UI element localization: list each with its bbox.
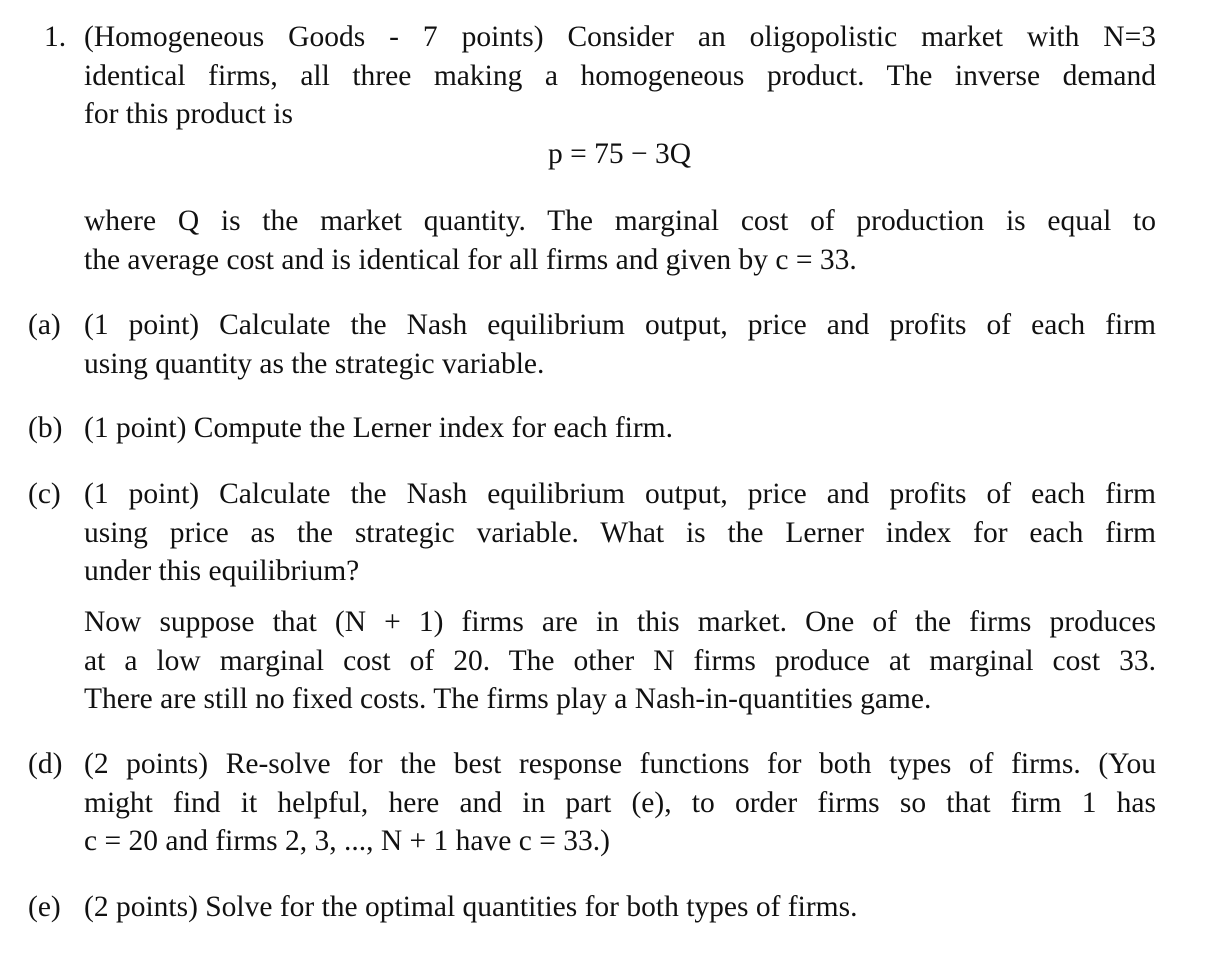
part-c-label: (c) — [28, 478, 61, 510]
part-d-line: might find it helpful, here and in part (e), to order firms so that firm 1 has — [84, 786, 1156, 819]
part-e-text — [84, 888, 1156, 927]
part-a-label: (a) — [28, 309, 61, 341]
part-c-text — [84, 475, 1156, 591]
part-c-line: under this equilibrium? — [84, 555, 360, 587]
part-b-label: (b) — [28, 412, 63, 444]
part-d-line: (2 points) Re-solve for the best response functions for both types of firms. (You — [84, 748, 1156, 780]
part-b-text — [84, 409, 1156, 448]
intro-line: (Homogeneous Goods - 7 points) Consider an oligopolistic market with N=3 — [84, 21, 1156, 53]
problem-number: 1. — [44, 21, 67, 53]
intro-line: identical firms, all three making a homogeneous product. The inverse demand — [84, 59, 1156, 92]
part-e-line: (2 points) Solve for the optimal quantities for both types of firms. — [84, 891, 858, 923]
scenario-line: Now suppose that (N + 1) firms are in this market. One of the firms produces — [84, 606, 1156, 638]
part-a-line: using quantity as the strategic variable. — [84, 347, 545, 380]
part-a-text — [84, 306, 1156, 383]
part-a-line: (1 point) Calculate the Nash equilibrium output, price and profits of each firm — [84, 309, 1156, 341]
scenario-paragraph — [84, 603, 1156, 719]
problem-intro — [84, 18, 1156, 134]
scenario-line: There are still no fixed costs. The firms play a Nash-in-quantities game. — [84, 683, 932, 715]
problem-after-equation — [84, 202, 1156, 279]
part-b-line: (1 point) Compute the Lerner index for each firm. — [84, 412, 673, 444]
part-e-label: (e) — [28, 891, 61, 923]
part-c-line: (1 point) Calculate the Nash equilibrium output, price and profits of each firm — [84, 478, 1156, 510]
demand-equation: p = 75 − 3Q — [547, 138, 692, 170]
part-d-text — [84, 745, 1156, 861]
after-line: the average cost and is identical for all firms and given by c = 33. — [84, 243, 857, 276]
part-d-label: (d) — [28, 748, 63, 780]
part-d-line: c = 20 and firms 2, 3, ..., N + 1 have c = 33.) — [84, 825, 610, 857]
after-line: where Q is the market quantity. The marginal cost of production is equal to — [84, 205, 1156, 237]
part-c-line: using price as the strategic variable. What is the Lerner index for each firm — [84, 516, 1156, 549]
scenario-line: at a low marginal cost of 20. The other N firms produce at marginal cost 33. — [84, 644, 1156, 677]
intro-line: for this product is — [84, 98, 293, 130]
